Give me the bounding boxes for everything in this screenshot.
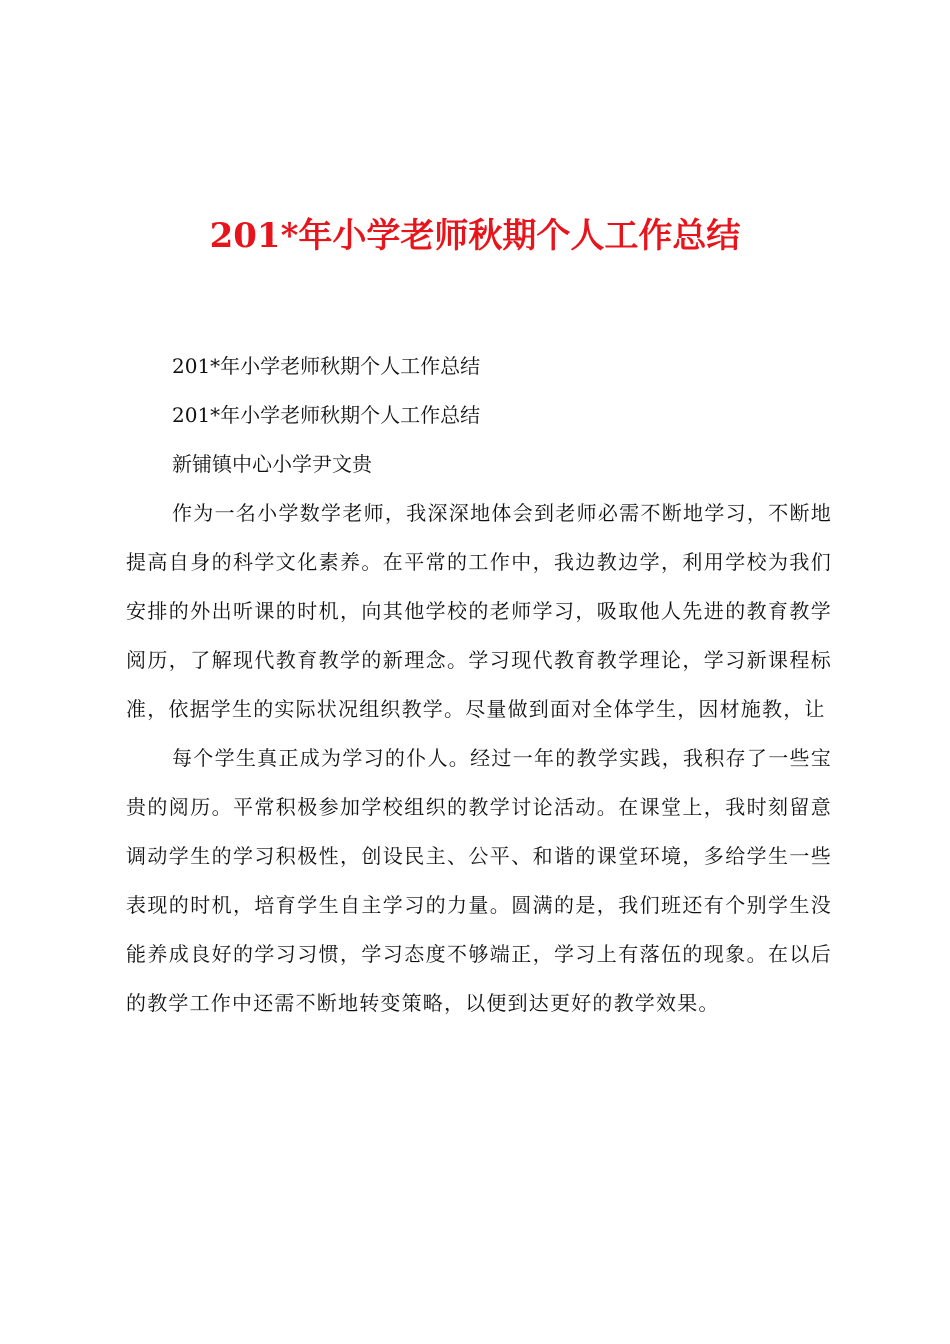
author-line: 新铺镇中心小学尹文贵 [172, 452, 372, 476]
document-title: 201*年小学老师秋期个人工作总结 [209, 216, 741, 256]
paragraph-2: 每个学生真正成为学习的仆人。经过一年的教学实践，我积存了一些宝贵的阅历。平常积极参加学校组织的教学讨论活动。在课堂上，我时刻留意调动学生的学习积极性，创设民主、公平、和谐的课堂环境，多给学生一些表现的时机，培育学生自主学习的力量。圆满的是，我们班还有个别学生没能养成良好的学习习惯，学习态度不够端正，学习上有落伍的现象。在以后的教学工作中还需不断地转变策略，以便到达更好的教学效果。 [126, 746, 832, 1015]
heading-line-2: 201*年小学老师秋期个人工作总结 [172, 403, 481, 427]
paragraph-1: 作为一名小学数学老师，我深深地体会到老师必需不断地学习，不断地提高自身的科学文化素养。在平常的工作中，我边教边学，利用学校为我们安排的外出听课的时机，向其他学校的老师学习，吸取他人先进的教育教学阅历，了解现代教育教学的新理念。学习现代教育教学理论，学习新课程标准，依据学生的实际状况组织教学。尽量做到面对全体学生，因材施教，让 [126, 501, 832, 721]
heading-line-1: 201*年小学老师秋期个人工作总结 [172, 354, 481, 378]
document-body [126, 342, 832, 1028]
